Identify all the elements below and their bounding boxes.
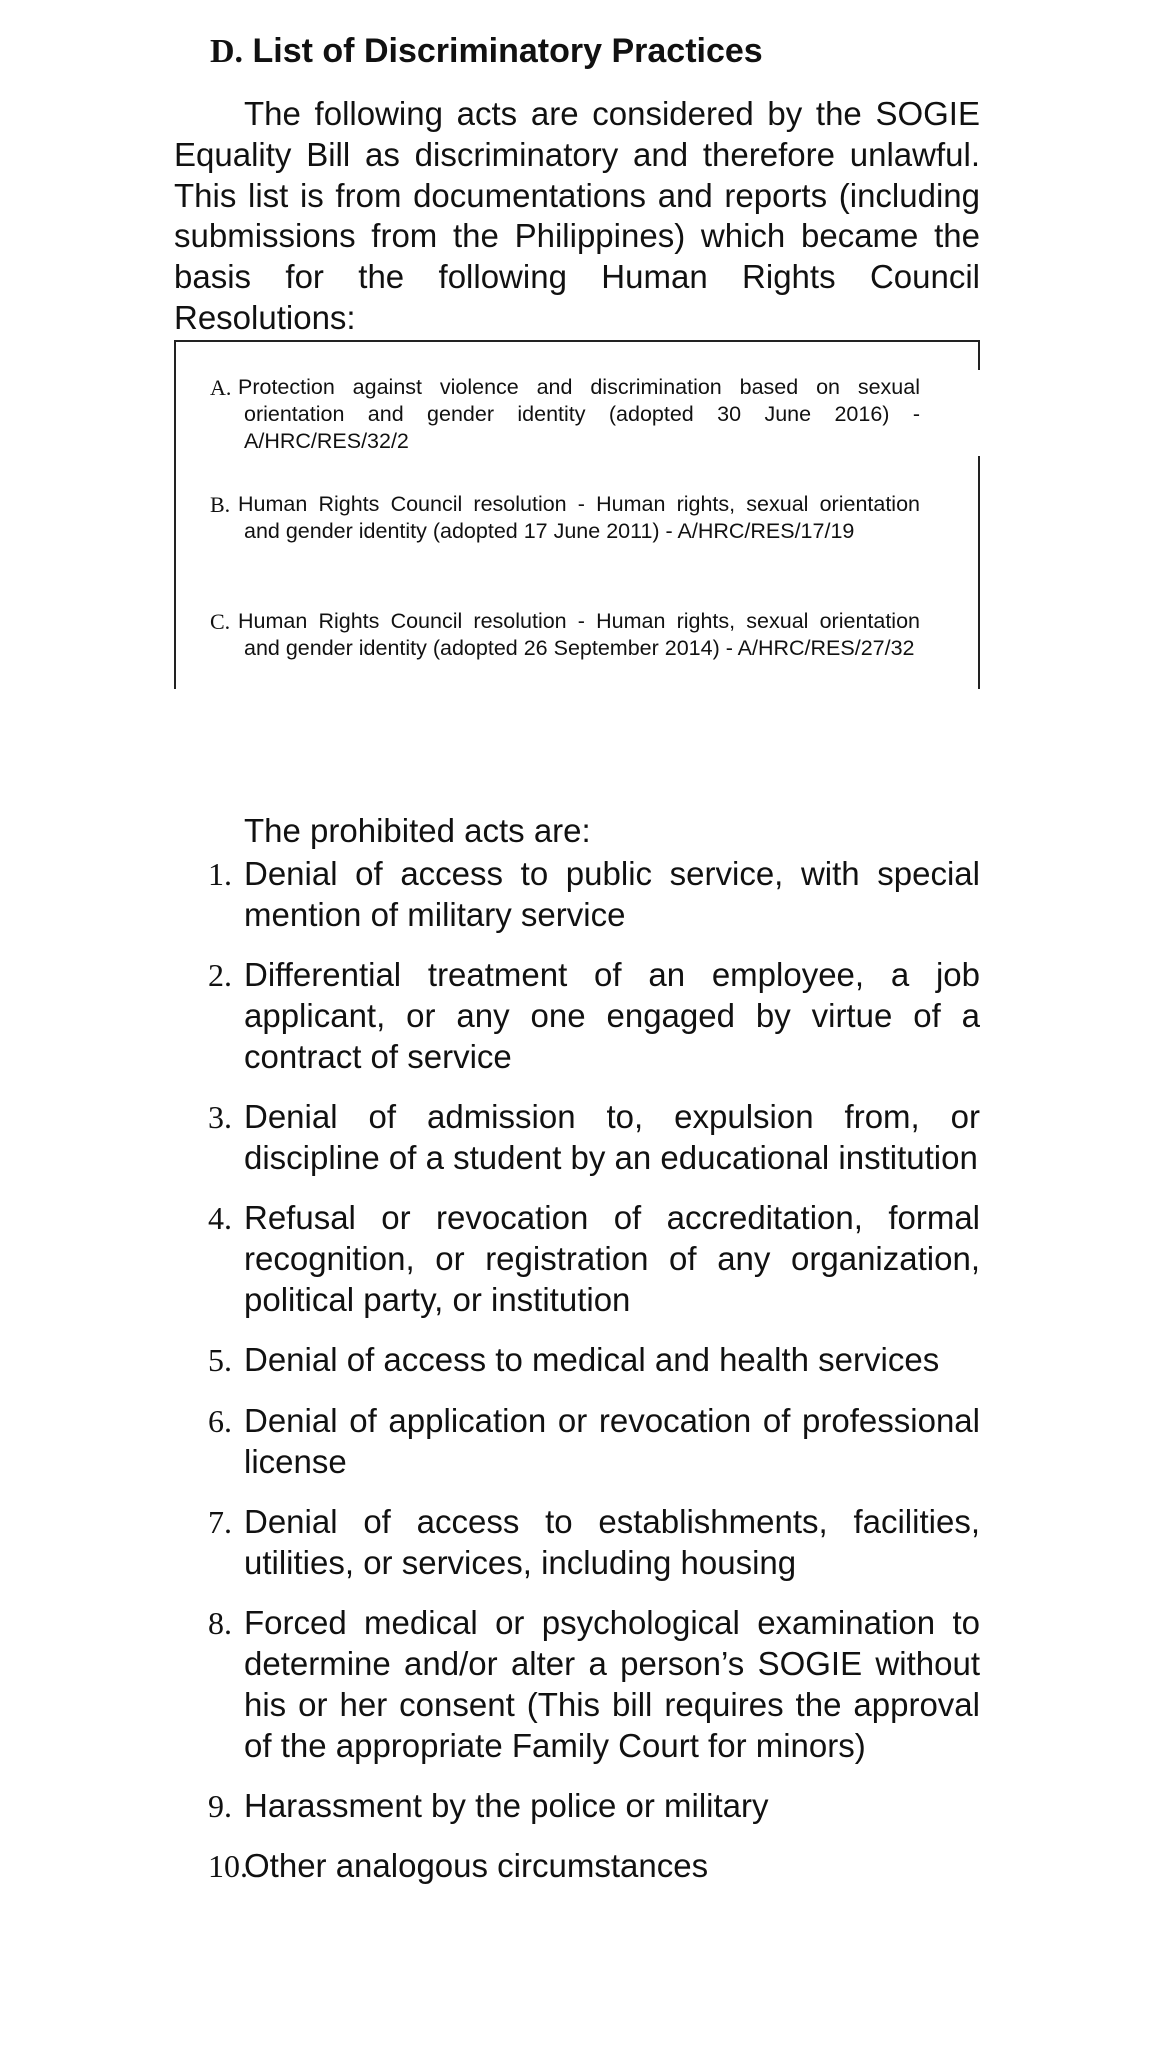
list-item xyxy=(208,1846,980,1887)
box-border-left xyxy=(174,340,176,689)
resolution-marker: B. xyxy=(210,492,231,517)
list-item-text: Harassment by the police or military xyxy=(244,1786,769,1824)
list-item-text: Refusal or revocation of accreditation, formal recognition, or registration of any organization, political party, or institution xyxy=(244,1199,980,1318)
section-letter: D. xyxy=(210,33,244,70)
list-item-text: Denial of access to establishments, facilities, utilities, or services, including housing xyxy=(244,1502,980,1581)
list-item-text: Denial of access to medical and health services xyxy=(244,1341,940,1379)
resolutions-box xyxy=(174,340,980,689)
list-item-number: 3. xyxy=(208,1099,232,1136)
list-item-text: Denial of access to public service, with special mention of military service xyxy=(244,855,980,933)
list-item-number: 5. xyxy=(208,1342,232,1379)
list-item xyxy=(208,1097,980,1179)
list-item xyxy=(208,1198,980,1320)
intro-paragraph: The following acts are considered by the SOGIE Equality Bill as discriminatory and therefore unlawful. This list is from documentations and reports (including submissions from the Philippines) which became the basis for the following Human Rights Council Resolutions: xyxy=(174,95,980,336)
resolution-item-b xyxy=(210,491,920,545)
list-item xyxy=(208,1340,980,1381)
list-item-number: 7. xyxy=(208,1503,232,1540)
list-item-number: 2. xyxy=(208,957,232,994)
list-item-number: 4. xyxy=(208,1200,232,1237)
list-item xyxy=(208,1502,980,1584)
list-item-number: 10. xyxy=(208,1848,248,1885)
list-item xyxy=(208,854,980,936)
prohibited-acts-list xyxy=(208,854,980,1907)
list-item-text: Denial of admission to, expulsion from, or discipline of a student by an educational institution xyxy=(244,1098,980,1176)
box-border-right-upper xyxy=(978,340,980,370)
resolution-item-a xyxy=(210,374,920,455)
list-item-number: 6. xyxy=(208,1402,232,1439)
section-heading xyxy=(210,32,763,71)
section-title: List of Discriminatory Practices xyxy=(252,32,763,70)
list-item-number: 8. xyxy=(208,1605,232,1642)
list-item-text: Differential treatment of an employee, a job applicant, or any one engaged by virtue of a contract of service xyxy=(244,956,980,1075)
prohibited-acts-lead: The prohibited acts are: xyxy=(244,812,591,849)
box-border-right-lower xyxy=(978,456,980,689)
list-item-text: Forced medical or psychological examination to determine and/or alter a person’s SOGIE without his or her consent (This bill requires the approval of the appropriate Family Court for minors) xyxy=(244,1604,980,1764)
list-item xyxy=(208,1401,980,1483)
list-item-text: Denial of application or revocation of professional license xyxy=(244,1401,980,1480)
resolution-marker: A. xyxy=(210,375,232,400)
list-item xyxy=(208,955,980,1077)
resolution-marker: C. xyxy=(210,609,231,634)
resolution-text: Protection against violence and discrimination based on sexual orientation and gender identity (adopted 30 June 2016) - A/HRC/RES/32/2 xyxy=(238,375,920,453)
resolution-item-c xyxy=(210,608,920,662)
resolution-text: Human Rights Council resolution - Human rights, sexual orientation and gender identity (adopted 26 September 2014) - A/HRC/RES/27/32 xyxy=(238,609,920,660)
list-item-text: Other analogous circumstances xyxy=(244,1847,709,1885)
resolution-text: Human Rights Council resolution - Human rights, sexual orientation and gender identity (adopted 17 June 2011) - A/HRC/RES/17/19 xyxy=(238,492,920,543)
list-item-number: 9. xyxy=(208,1787,232,1824)
list-item-number: 1. xyxy=(208,856,232,892)
box-border-top xyxy=(174,340,980,342)
list-item xyxy=(208,1786,980,1827)
list-item xyxy=(208,1603,980,1766)
